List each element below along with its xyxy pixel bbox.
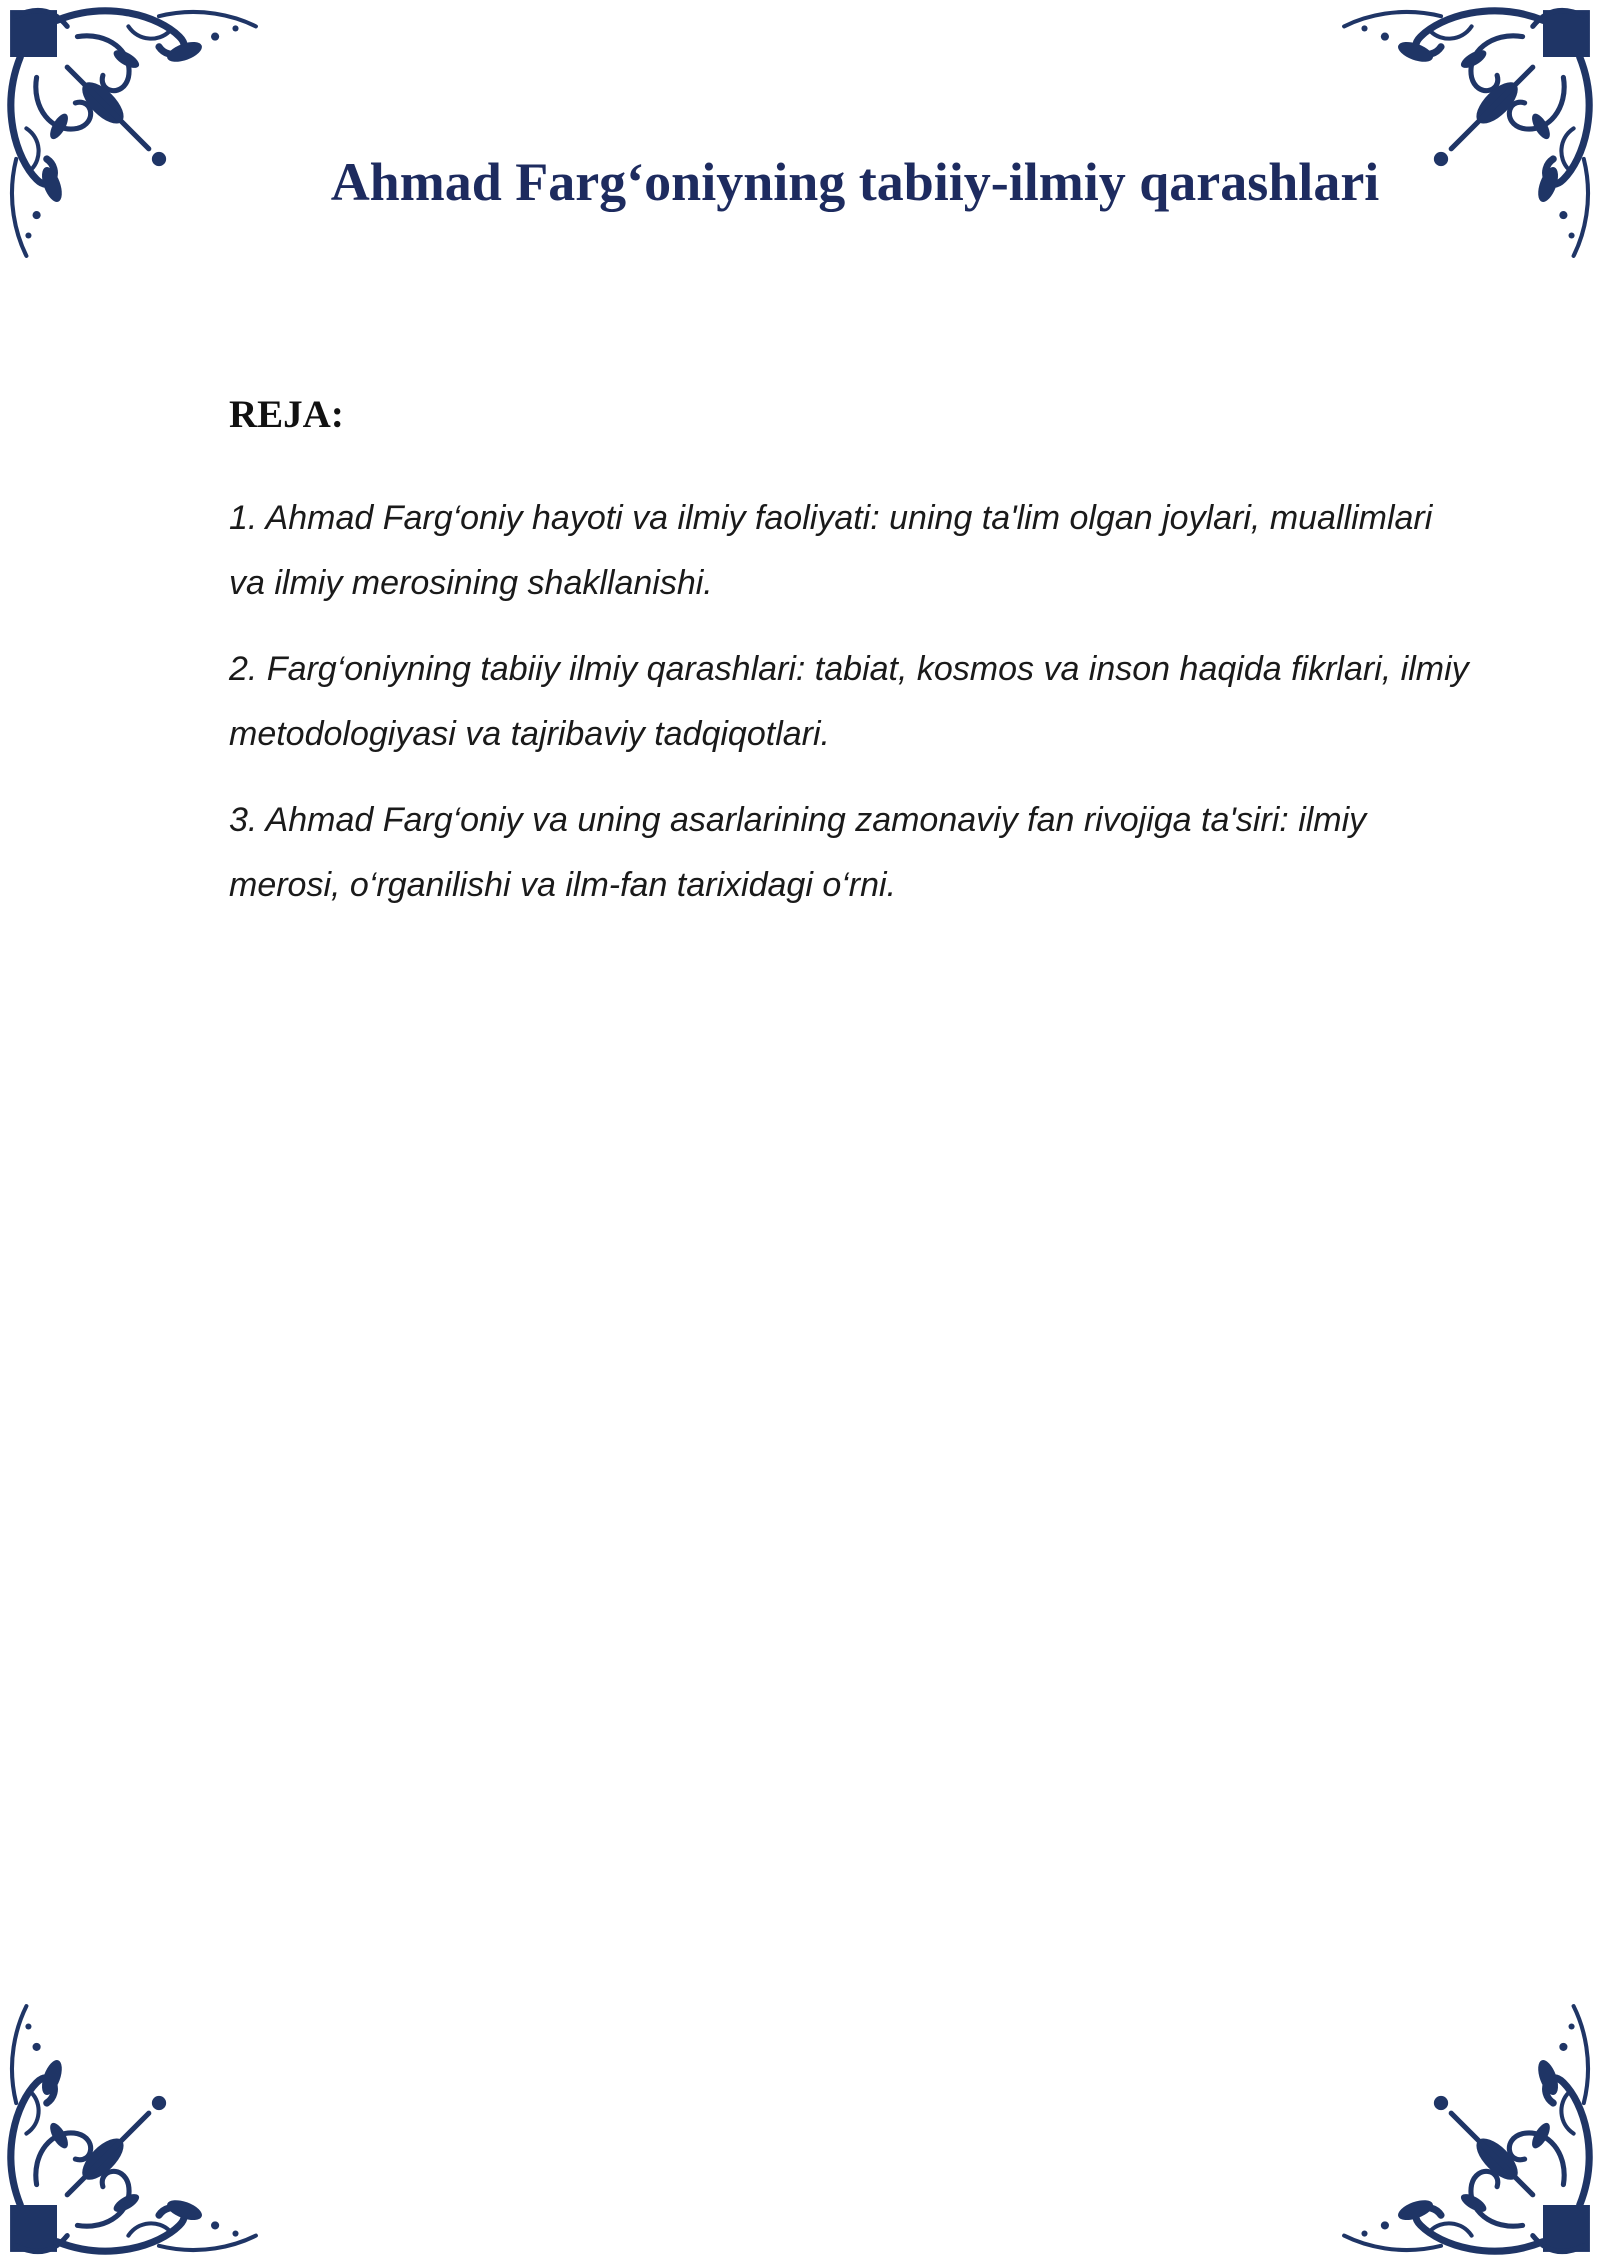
floral-corner-ornament-icon <box>1339 2001 1594 2256</box>
document-title: Ahmad Farg‘oniyning tabiiy-ilmiy qarashlari <box>330 152 1380 212</box>
floral-corner-ornament-icon <box>1339 6 1594 261</box>
plan-list <box>229 486 1469 939</box>
plan-item: 1. Ahmad Farg‘oniy hayoti va ilmiy faoliyati: uning ta'lim olgan joylari, muallimlari va ilmiy merosining shakllanishi. <box>229 499 1433 602</box>
plan-item: 2. Farg‘oniyning tabiiy ilmiy qarashlari: tabiat, kosmos va inson haqida fikrlari, ilmiy metodologiyasi va tajribaviy tadqiqotlari. <box>229 650 1469 753</box>
plan-heading: REJA: <box>229 393 344 436</box>
floral-corner-ornament-icon <box>6 6 261 261</box>
plan-item: 3. Ahmad Farg‘oniy va uning asarlarining zamonaviy fan rivojiga ta'siri: ilmiy merosi, o‘rganilishi va ilm-fan tarixidagi o‘rni. <box>229 801 1367 904</box>
floral-corner-ornament-icon <box>6 2001 261 2256</box>
